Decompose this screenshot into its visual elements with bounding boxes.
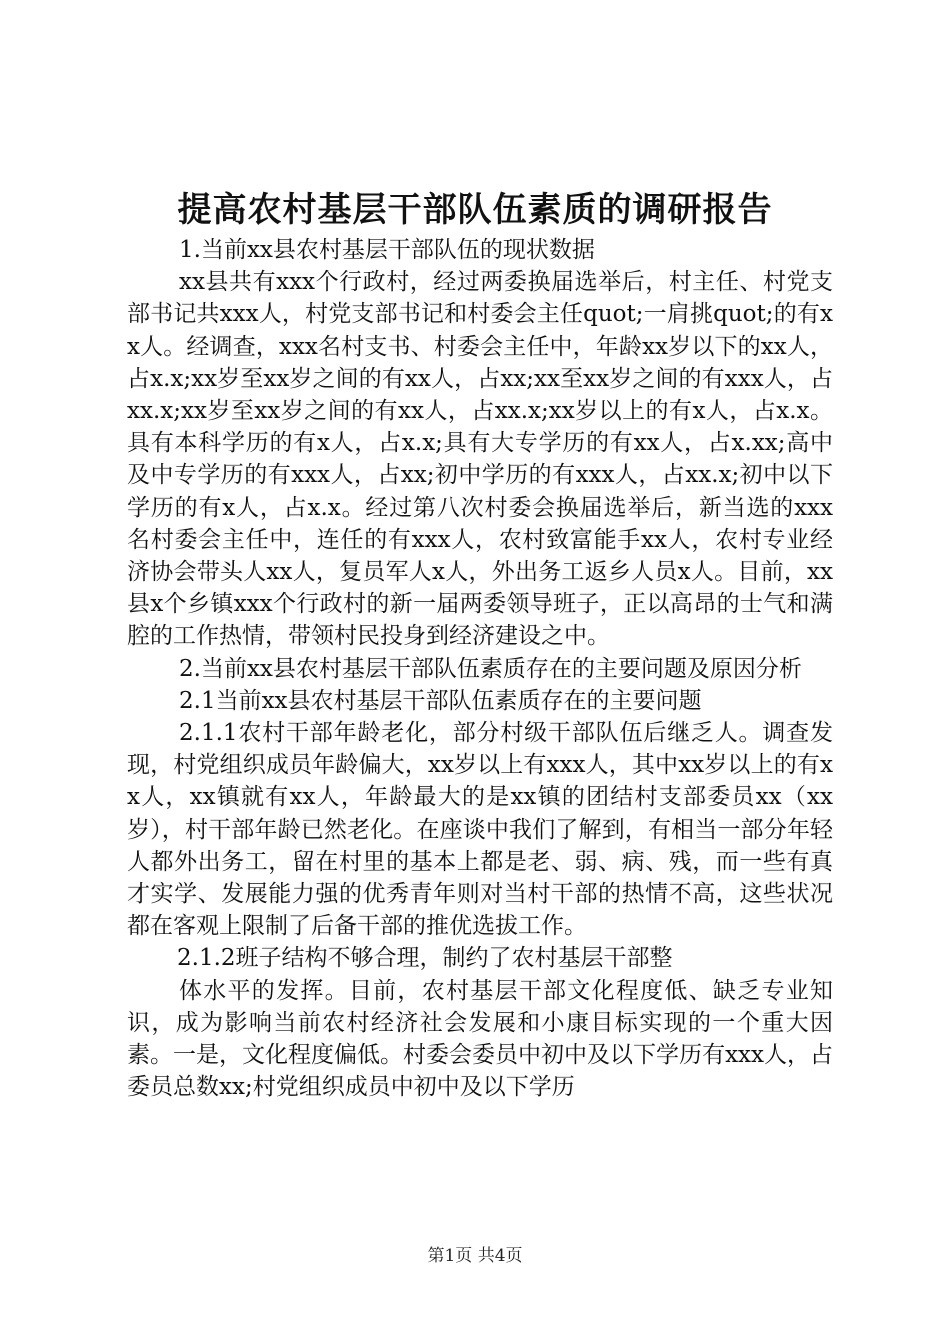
document-title: 提高农村基层干部队伍素质的调研报告	[177, 190, 773, 230]
paragraph-2-1-1: 2.1.1农村干部年龄老化，部分村级干部队伍后继乏人。调查发现，村党组织成员年龄偏大，xx岁以上有xxx人，其中xx岁以上的有xx人，xx镇就有xx人，年龄最大的是xx镇的团结村支部委员xx（xx岁），村干部年龄已然老化。在座谈中我们了解到，有相当一部分年轻人都外出务工，留在村里的基本上都是老、弱、病、残，而一些有真才实学、发展能力强的优秀青年则对当村干部的热情不高，这些状况都在客观上限制了后备干部的推优选拔工作。	[127, 720, 833, 940]
subsection-heading-2-1: 2.1当前xx县农村基层干部队伍素质存在的主要问题	[179, 687, 702, 714]
paragraph-2-1-2: 体水平的发挥。目前，农村基层干部文化程度低、缺乏专业知识，成为影响当前农村经济社会发展和小康目标实现的一个重大因素。一是，文化程度偏低。村委会委员中初中及以下学历有xxx人，占委员总数xx;村党组织成员中初中及以下学历	[127, 977, 833, 1101]
paragraph-status-data: xx县共有xxx个行政村，经过两委换届选举后，村主任、村党支部书记共xxx人，村党支部书记和村委会主任quot;一肩挑quot;的有xx人。经调查，xxx名村支书、村委会主任中，年龄xx岁以下的xx人，占x.x;xx岁至xx岁之间的有xx人，占xx;xx至xx岁之间的有xxx人，占xx.x;xx岁至xx岁之间的有xx人，占xx.x;xx岁以上的有x人，占x.x。具有本科学历的有x人，占x.x;具有大专学历的有xx人，占x.xx;高中及中专学历的有xxx人，占xx;初中学历的有xxx人，占xx.x;初中以下学历的有x人，占x.x。经过第八次村委会换届选举后，新当选的xxx名村委会主任中，连任的有xxx人，农村致富能手xx人，农村专业经济协会带头人xx人，复员军人x人，外出务工返乡人员x人。目前，xx县x个乡镇xxx个行政村的新一届两委领导班子，正以高昂的士气和满腔的工作热情，带领村民投身到经济建设之中。	[127, 269, 833, 650]
section-heading-2: 2.当前xx县农村基层干部队伍素质存在的主要问题及原因分析	[179, 655, 802, 682]
page-footer: 第1页 共4页	[427, 1246, 523, 1266]
document-body	[127, 234, 833, 1103]
subsection-heading-2-1-2: 2.1.2班子结构不够合理，制约了农村基层干部整	[177, 945, 673, 972]
section-heading-1: 1.当前xx县农村基层干部队伍的现状数据	[179, 237, 595, 263]
